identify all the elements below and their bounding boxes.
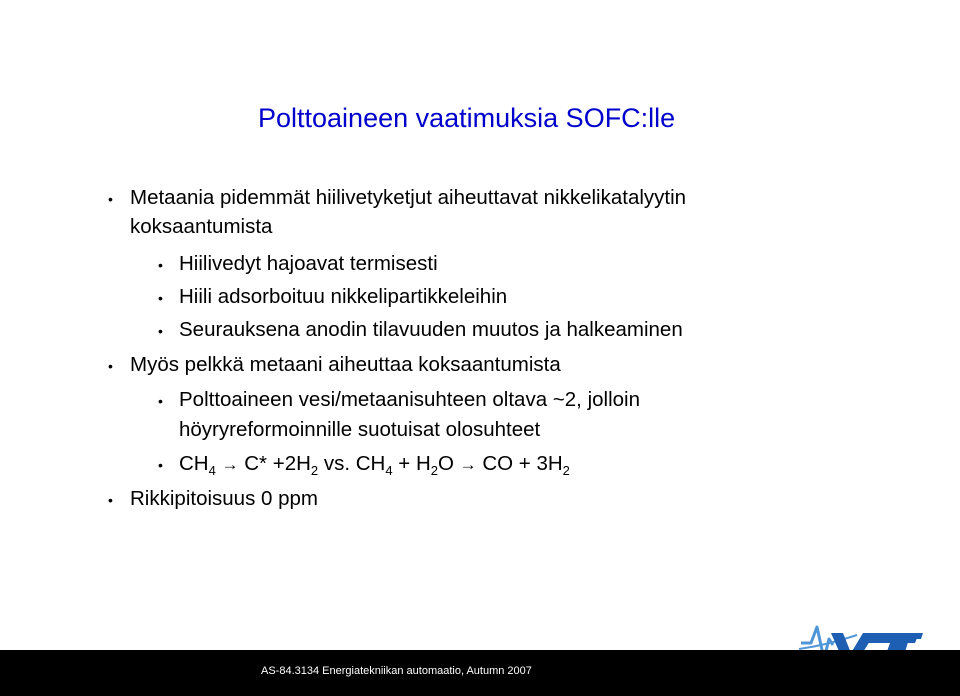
slide-title: Polttoaineen vaatimuksia SOFC:lle: [258, 103, 676, 133]
sub-bullet-text: Seurauksena anodin tilavuuden muutos ja halkeaminen: [179, 318, 683, 341]
arrow-icon: →: [221, 455, 239, 474]
bullet-dot: •: [158, 457, 163, 473]
eq-part: CH: [179, 452, 209, 475]
sub-bullet-text: Hiili adsorboituu nikkelipartikkeleihin: [179, 285, 508, 308]
eq-part: O: [437, 452, 460, 475]
bullet-text: Metaania pidemmät hiilivetyketjut aiheuttavat nikkelikatalyytin: [130, 186, 687, 209]
bullet-dot: •: [108, 358, 113, 374]
bullet-text: Myös pelkkä metaani aiheuttaa koksaantumista: [130, 353, 561, 376]
bullet-dot: •: [108, 492, 113, 508]
bullet-text: Rikkipitoisuus 0 ppm: [130, 487, 318, 510]
eq-part: vs. CH: [318, 452, 386, 475]
eq-subscript: 4: [208, 463, 216, 478]
eq-subscript: 2: [310, 463, 319, 478]
eq-part: CO + 3H: [476, 452, 563, 475]
bullet-dot: •: [108, 191, 113, 207]
eq-subscript: 4: [385, 463, 393, 478]
arrow-icon: →: [459, 455, 477, 474]
eq-subscript: 2: [562, 463, 570, 478]
eq-part: C* +2H: [244, 452, 311, 475]
sub-bullet-text-continued: höyryreformoinnille suotuisat olosuhteet: [179, 418, 541, 441]
bullet-text-continued: koksaantumista: [130, 215, 273, 238]
bullet-dot: •: [158, 290, 163, 306]
bullet-dot: •: [158, 323, 163, 339]
footer-text: AS-84.3134 Energiatekniikan automaatio, Autumn 2007: [261, 665, 532, 677]
eq-subscript: 2: [430, 463, 438, 478]
eq-part: + H: [392, 452, 431, 475]
bullet-dot: •: [158, 393, 163, 409]
bullet-dot: •: [158, 257, 163, 273]
reaction-equation: [179, 452, 570, 477]
sub-bullet-text: Polttoaineen vesi/metaanisuhteen oltava ~2, jolloin: [179, 388, 640, 411]
sub-bullet-text: Hiilivedyt hajoavat termisesti: [179, 252, 438, 275]
